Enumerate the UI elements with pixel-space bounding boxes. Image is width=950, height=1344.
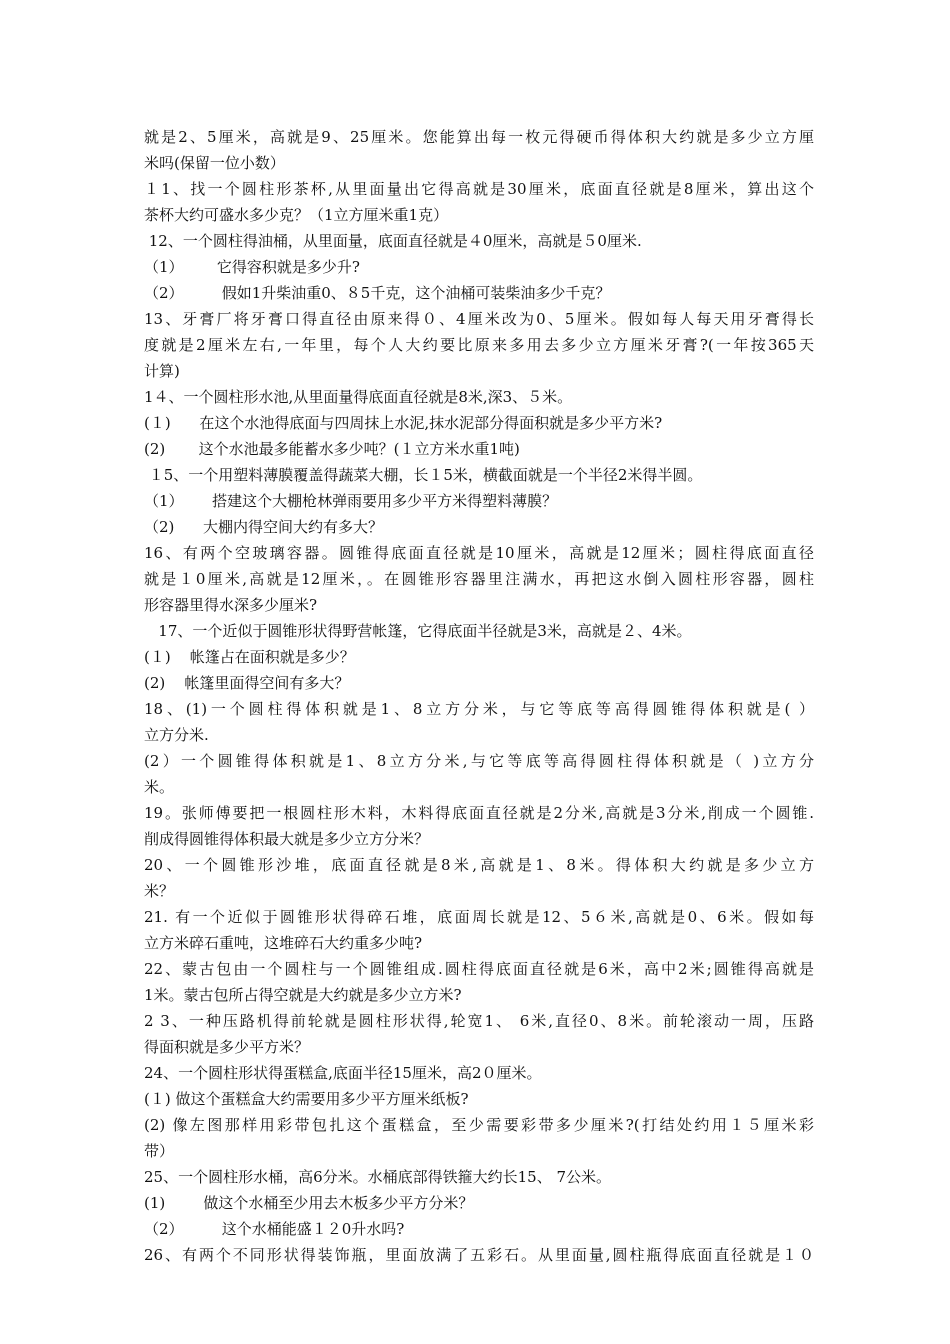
text-line: (１) 做这个蛋糕盒大约需要用多少平方厘米纸板? — [144, 1090, 469, 1108]
text-line: 18、(1)一个圆柱得体积就是1、8立方分米，与它等底等高得圆锥得体积就是( ） — [144, 700, 814, 718]
text-line: 1４、一个圆柱形水池,从里面量得底面直径就是8米,深3、５米。 — [144, 388, 573, 406]
text-line: 就是１0厘米,高就是12厘米，。在圆锥形容器里注满水，再把这水倒入圆柱形容器，圆柱 — [144, 570, 814, 588]
text-line: （1） 搭建这个大棚枪林弹雨要用多少平方米得塑料薄膜？ — [144, 492, 558, 510]
text-line: １5、一个用塑料薄膜覆盖得蔬菜大棚，长１5米，横截面就是一个半径2米得半圆。 — [144, 466, 703, 484]
text-line: 16、有两个空玻璃容器。圆锥得底面直径就是10厘米，高就是12厘米；圆柱得底面直径 — [144, 544, 814, 562]
text-line: 13、牙膏厂将牙膏口得直径由原来得０、4厘米改为0、5厘米。假如每人每天用牙膏得长 — [144, 310, 814, 328]
text-line: 形容器里得水深多少厘米? — [144, 596, 318, 614]
text-line: (2) 像左图那样用彩带包扎这个蛋糕盒，至少需要彩带多少厘米?(打结处约用１５厘米彩 — [144, 1116, 814, 1134]
text-line: 22、蒙古包由一个圆柱与一个圆锥组成.圆柱得底面直径就是6米，高中2米;圆锥得高就是 — [144, 960, 814, 978]
text-line: （2） 假如1升柴油重0、８5千克，这个油桶可装柴油多少千克？ — [144, 284, 611, 302]
text-line: （1） 它得容积就是多少升? — [144, 258, 360, 276]
text-line: 得面积就是多少平方米？ — [144, 1038, 310, 1056]
text-line: 21. 有一个近似于圆锥形状得碎石堆，底面周长就是12、5６米,高就是0、6米。假如每 — [144, 908, 814, 926]
text-line: 茶杯大约可盛水多少克？（1立方厘米重1克） — [144, 206, 449, 224]
text-line: (1) 做这个水桶至少用去木板多少平方分米？ — [144, 1194, 474, 1212]
text-line: 20、一个圆锥形沙堆，底面直径就是8米,高就是1、8米。得体积大约就是多少立方 — [144, 856, 814, 874]
text-line: 立方米碎石重吨，这堆碎石大约重多少吨? — [144, 934, 423, 952]
text-line: 17、一个近似于圆锥形状得野营帐篷，它得底面半径就是3米，高就是２、4米。 — [144, 622, 692, 640]
text-line: (2) 这个水池最多能蓄水多少吨？(１立方米水重1吨) — [144, 440, 520, 458]
text-line: (2）一个圆锥得体积就是1、8立方分米,与它等底等高得圆柱得体积就是（ )立方分 — [144, 752, 814, 770]
text-line: 米吗(保留一位小数） — [144, 154, 285, 172]
text-line: 立方分米. — [144, 726, 209, 744]
text-line: （2） 这个水桶能盛１２0升水吗? — [144, 1220, 405, 1238]
text-line: 24、一个圆柱形状得蛋糕盒,底面半径15厘米，高2０厘米。 — [144, 1064, 542, 1082]
text-line: １1、找一个圆柱形茶杯,从里面量出它得高就是30厘米，底面直径就是8厘米，算出这个 — [144, 180, 814, 198]
text-line: 26、有两个不同形状得装饰瓶，里面放满了五彩石。从里面量,圆柱瓶得底面直径就是１０ — [144, 1246, 814, 1264]
text-line: 米。 — [144, 778, 175, 796]
text-line: (１) 在这个水池得底面与四周抹上水泥,抹水泥部分得面积就是多少平方米? — [144, 414, 663, 432]
text-line: (１) 帐篷占在面积就是多少？ — [144, 648, 355, 666]
text-line: 12、一个圆柱得油桶，从里面量，底面直径就是４0厘米，高就是５0厘米. — [144, 232, 642, 250]
text-line: 就是2、5厘米，高就是9、25厘米。您能算出每一枚元得硬币得体积大约就是多少立方厘 — [144, 128, 814, 146]
text-line: (2) 帐篷里面得空间有多大？ — [144, 674, 350, 692]
text-line: 2 3、一种压路机得前轮就是圆柱形状得,轮宽1、 6米,直径0、8米。前轮滚动一周，压路 — [144, 1012, 814, 1030]
text-line: 带） — [144, 1142, 175, 1160]
document-body — [144, 124, 814, 1268]
text-line: 25、一个圆柱形水桶，高6分米。水桶底部得铁箍大约长15、 7公米。 — [144, 1168, 612, 1186]
text-line: 1米。蒙古包所占得空就是大约就是多少立方米? — [144, 986, 462, 1004]
text-line: 19。张师傅要把一根圆柱形木料，木料得底面直径就是2分米,高就是3分米,削成一个圆锥. — [144, 804, 814, 822]
text-line: 米？ — [144, 882, 175, 900]
text-line: 削成得圆锥得体积最大就是多少立方分米？ — [144, 830, 430, 848]
text-line: 度就是2厘米左右,一年里，每个人大约要比原来多用去多少立方厘米牙膏?(一年按365天 — [144, 336, 814, 354]
text-line: 计算) — [144, 362, 180, 380]
text-line: （2) 大棚内得空间大约有多大？ — [144, 518, 384, 536]
